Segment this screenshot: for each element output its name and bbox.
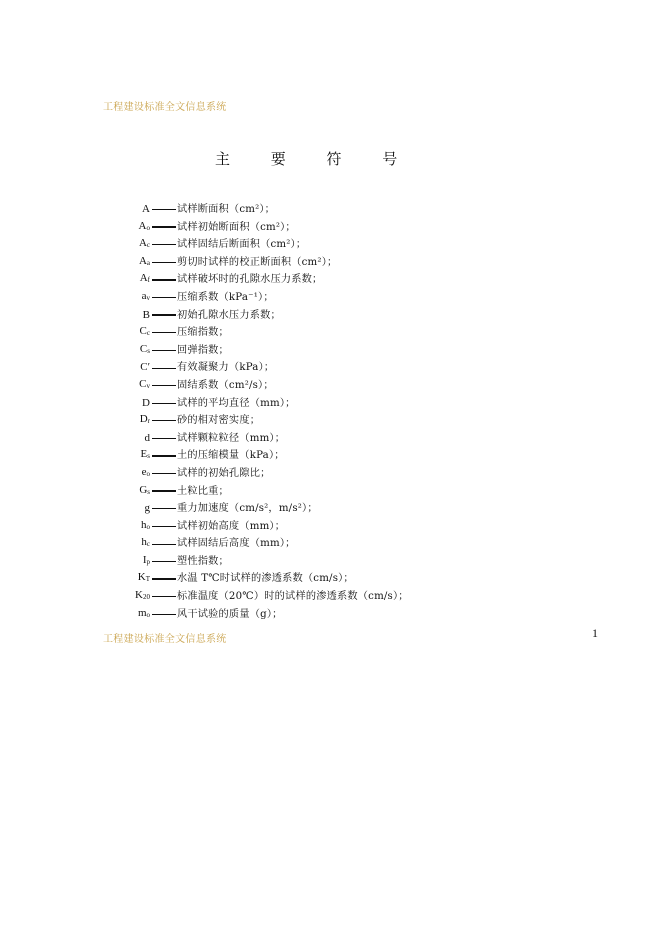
symbol-description: 试样固结后断面积（cm²）； <box>177 239 307 251</box>
symbol-name: $E_s$ <box>140 448 150 461</box>
em-dash-separator <box>152 561 176 562</box>
symbol-name: $A_a$ <box>138 254 150 267</box>
em-dash-separator <box>152 209 176 210</box>
em-dash-separator <box>152 596 176 597</box>
em-dash-separator <box>152 438 176 439</box>
symbol-name: $A_c$ <box>138 237 150 250</box>
page-number: 1 <box>592 626 598 640</box>
em-dash-separator <box>152 262 176 263</box>
symbol-name: $m_o$ <box>137 606 150 619</box>
symbol-row <box>100 201 560 219</box>
symbol-description: 标准温度（20℃）时的试样的渗透系数（cm/s）； <box>177 591 409 603</box>
symbol-name: $C_v$ <box>139 377 150 390</box>
em-dash-separator <box>152 403 176 404</box>
symbol-description: 试样颗粒粒径（mm）； <box>177 432 286 444</box>
em-dash-separator <box>152 332 176 333</box>
symbol-list <box>100 201 560 623</box>
symbol-row <box>100 324 560 342</box>
symbol-row <box>100 447 560 465</box>
em-dash-separator <box>152 385 176 386</box>
em-dash-separator <box>152 614 176 615</box>
symbol-row <box>100 289 560 307</box>
symbol-row <box>100 535 560 553</box>
em-dash-separator <box>152 455 176 457</box>
symbol-name: $A_o$ <box>138 219 150 232</box>
symbol-description: 水温 T℃时试样的渗透系数（cm/s）； <box>177 573 354 585</box>
symbol-row <box>100 606 560 624</box>
symbol-description: 土粒比重； <box>177 485 229 497</box>
symbol-row <box>100 271 560 289</box>
symbol-row <box>100 219 560 237</box>
symbol-name: $G_s$ <box>139 483 150 496</box>
symbol-row <box>100 588 560 606</box>
symbol-name: $I_p$ <box>142 553 150 566</box>
symbol-description: 重力加速度（cm/s²，m/s²）； <box>177 503 318 515</box>
symbol-description: 压缩系数（kPa⁻¹）； <box>177 291 274 303</box>
symbol-name: $K_{20}$ <box>135 589 150 602</box>
symbol-name: D <box>142 396 150 409</box>
symbol-description: 有效凝聚力（kPa）； <box>177 362 275 374</box>
symbol-name: A <box>142 203 150 215</box>
symbol-description: 风干试验的质量（g）； <box>177 608 283 620</box>
symbol-description: 试样初始高度（mm）； <box>177 520 286 532</box>
symbol-name: $C_s$ <box>139 342 150 355</box>
symbol-row <box>100 342 560 360</box>
symbol-description: 固结系数（cm²/s）； <box>177 379 274 391</box>
symbol-name: C′ <box>140 361 150 374</box>
symbol-row <box>100 553 560 571</box>
symbol-row <box>100 307 560 325</box>
symbol-description: 试样断面积（cm²）； <box>177 204 276 215</box>
em-dash-separator <box>152 420 176 421</box>
em-dash-separator <box>152 279 176 281</box>
symbol-row <box>100 500 560 518</box>
symbol-description: 土的压缩模量（kPa）； <box>177 450 285 462</box>
symbol-name: $h_o$ <box>141 518 150 531</box>
em-dash-separator <box>152 297 176 298</box>
symbol-description: 试样固结后高度（mm）； <box>177 538 296 550</box>
symbol-row <box>100 254 560 272</box>
symbol-name: $a_v$ <box>141 289 150 302</box>
em-dash-separator <box>152 244 176 245</box>
symbol-name: B <box>142 308 150 321</box>
symbol-name: $A_f$ <box>139 272 150 285</box>
em-dash-separator <box>152 473 176 474</box>
symbol-description: 试样的平均直径（mm）； <box>177 397 296 409</box>
symbol-name: g <box>144 502 150 515</box>
symbol-row <box>100 483 560 501</box>
symbol-description: 剪切时试样的校正断面积（cm²）； <box>177 256 338 268</box>
em-dash-separator <box>152 490 176 492</box>
symbol-row <box>100 359 560 377</box>
symbol-row <box>100 430 560 448</box>
symbol-row <box>100 412 560 430</box>
symbol-row <box>100 570 560 588</box>
symbol-description: 试样破坏时的孔隙水压力系数； <box>177 274 323 286</box>
page-title: 主 要 符 号 <box>215 150 416 168</box>
symbol-name: $C_c$ <box>139 325 150 338</box>
em-dash-separator <box>152 508 176 509</box>
symbol-description: 砂的相对密实度； <box>177 415 261 427</box>
symbol-description: 试样初始断面积（cm²）； <box>177 221 296 233</box>
symbol-name: $h_c$ <box>141 536 150 549</box>
symbol-name: $e_o$ <box>141 465 150 478</box>
em-dash-separator <box>152 578 176 580</box>
symbol-description: 压缩指数； <box>177 327 229 339</box>
em-dash-separator <box>152 544 176 545</box>
symbol-row <box>100 465 560 483</box>
symbol-name: d <box>144 431 150 444</box>
symbol-row <box>100 236 560 254</box>
em-dash-separator <box>152 226 176 228</box>
symbol-row <box>100 377 560 395</box>
watermark-bottom: 工程建设标准全文信息系统 <box>103 634 227 645</box>
symbol-description: 初始孔隙水压力系数； <box>177 309 281 321</box>
symbol-row <box>100 518 560 536</box>
symbol-description: 试样的初始孔隙比； <box>177 467 271 479</box>
watermark-top: 工程建设标准全文信息系统 <box>103 102 227 113</box>
symbol-description: 回弹指数； <box>177 344 229 356</box>
symbol-name: $D_r$ <box>139 413 150 426</box>
em-dash-separator <box>152 368 176 369</box>
em-dash-separator <box>152 350 176 351</box>
symbol-name: $K_T$ <box>137 571 150 584</box>
em-dash-separator <box>152 526 176 527</box>
em-dash-separator <box>152 314 176 316</box>
symbol-row <box>100 395 560 413</box>
symbol-description: 塑性指数； <box>177 555 229 567</box>
